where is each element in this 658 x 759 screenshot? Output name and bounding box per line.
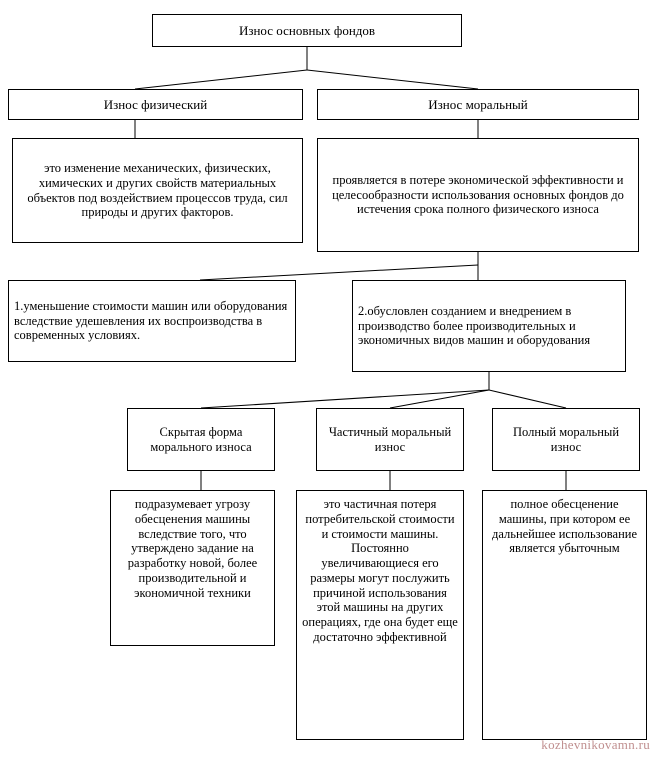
node-hidden-form-description: подразумевает угрозу обесценения машины вследствие того, что утверждено задание на разработку новой, более производительной и экономичной техники [110,490,275,646]
node-moral-type-2: 2.обусловлен созданием и внедрением в производство более производительных и экономичных видов машин и оборудования [352,280,626,372]
node-moral-description: проявляется в потере экономической эффективности и целесообразности использования основных фондов до истечения срока полного физического износа [317,138,639,252]
node-moral-wear: Износ моральный [317,89,639,120]
node-partial-form: Частичный моральный износ [316,408,464,471]
watermark: kozhevnikovamn.ru [541,737,650,752]
node-full-form-description: полное обесценение машины, при котором ее дальнейшее использование является убыточным [482,490,647,740]
node-full-form: Полный моральный износ [492,408,640,471]
node-physical-description: это изменение механических, физических, химических и других свойств материальных объектов под воздействием процессов труда, сил природы и других факторов. [12,138,303,243]
node-hidden-form: Скрытая форма морального износа [127,408,275,471]
node-moral-type-1: 1.уменьшение стоимости машин или оборудования вследствие удешевления их воспроизводства в современных условиях. [8,280,296,362]
node-root: Износ основных фондов [152,14,462,47]
node-partial-form-description: это частичная потеря потребительской стоимости и стоимости машины. Постоянно увеличивающиеся его размеры могут послужить причиной использования этой машины на других операциях, где она будет еще достаточно эффективной [296,490,464,740]
node-physical-wear: Износ физический [8,89,303,120]
